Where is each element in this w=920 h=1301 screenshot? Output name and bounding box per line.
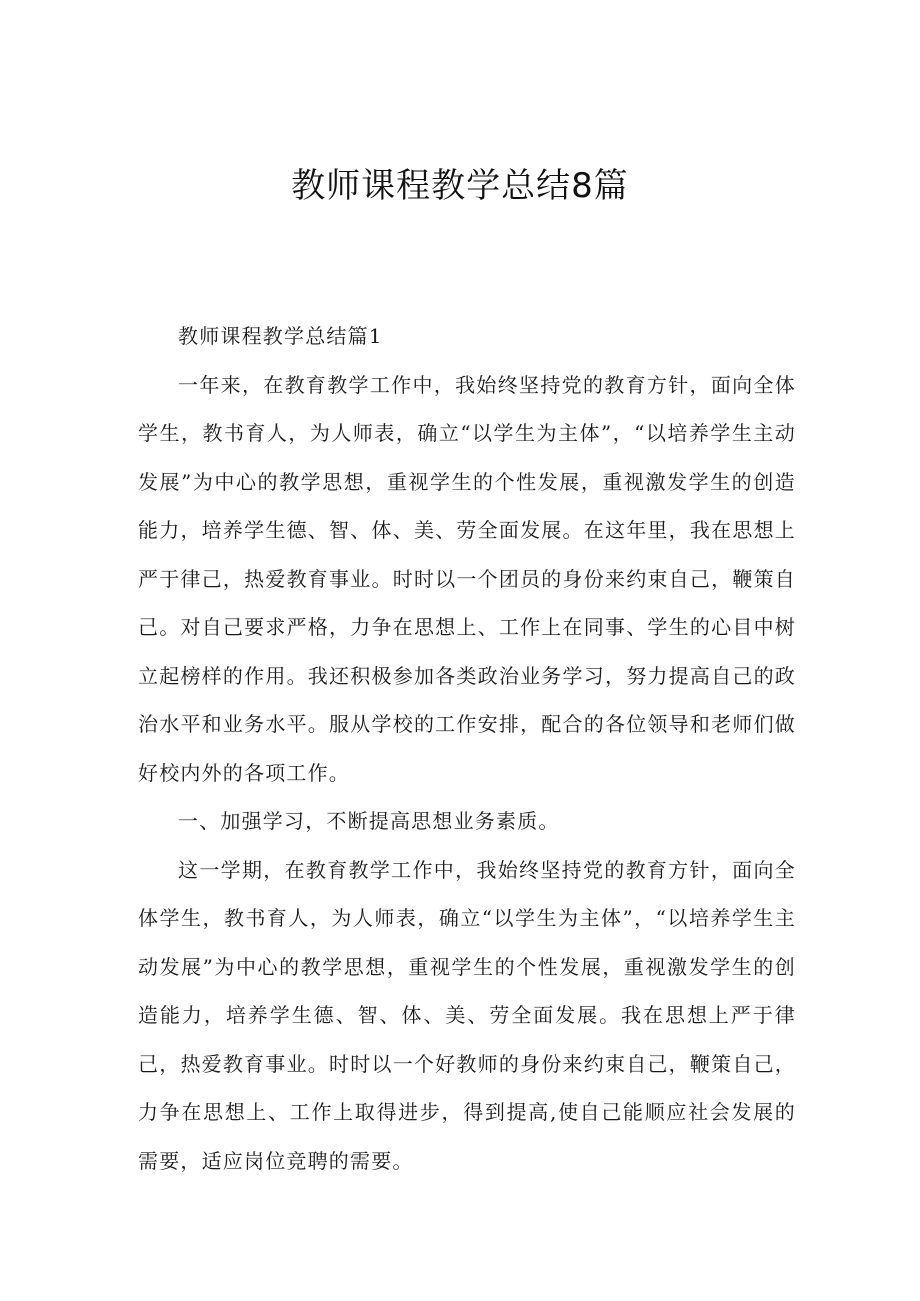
- paragraph: 这一学期，在教育教学工作中，我始终坚持党的教育方针，面向全体学生，教书育人，为人师表，确立“以学生为主体”，“以培养学生主动发展”为中心的教学思想，重视学生的个性发展，重视激发学生的创造能力，培养学生德、智、体、美、劳全面发展。我在思想上严于律己，热爱教育事业。时时以一个好教师的身份来约束自己，鞭策自己，力争在思想上、工作上取得进步，得到提高,使自己能顺应社会发展的需要，适应岗位竞聘的需要。: [138, 857, 796, 1173]
- document-title: 教师课程教学总结8篇: [291, 166, 629, 206]
- paragraph: 一年来，在教育教学工作中，我始终坚持党的教育方针，面向全体学生，教书育人，为人师表，确立“以学生为主体”，“以培养学生主动发展”为中心的教学思想，重视学生的个性发展，重视激发学生的创造能力，培养学生德、智、体、美、劳全面发展。在这年里，我在思想上严于律己，热爱教育事业。时时以一个团员的身份来约束自己，鞭策自己。对自己要求严格，力争在思想上、工作上在同事、学生的心目中树立起榜样的作用。我还积极参加各类政治业务学习，努力提高自己的政治水平和业务水平。服从学校的工作安排，配合的各位领导和老师们做好校内外的各项工作。: [138, 372, 796, 785]
- section-heading: 教师课程教学总结篇1: [178, 324, 383, 348]
- document-body: [138, 312, 796, 1185]
- subsection-heading: 一、加强学习，不断提高思想业务素质。: [178, 809, 560, 833]
